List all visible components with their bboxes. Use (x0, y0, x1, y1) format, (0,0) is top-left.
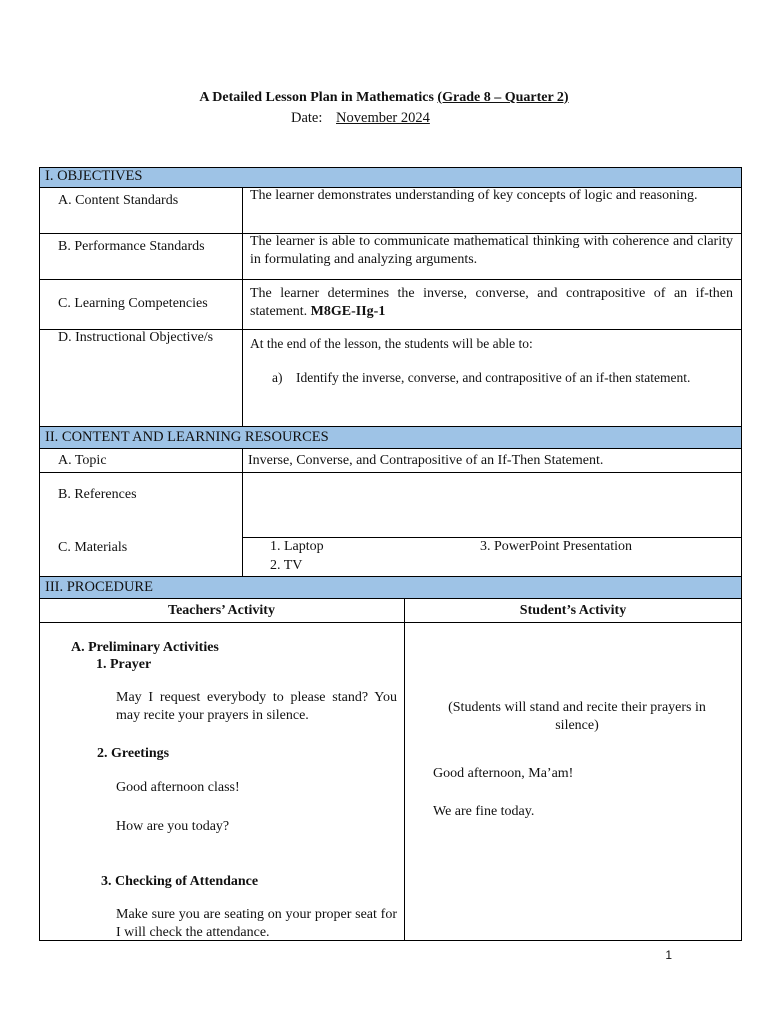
title-main: A Detailed Lesson Plan in Mathematics (199, 90, 434, 105)
lesson-plan-table (39, 167, 742, 941)
instructional-item-marker: a) (272, 370, 283, 385)
greeting-line-2: How are you today? (116, 819, 230, 834)
content-standards-text: The learner demonstrates understanding of key concepts of logic and reasoning. (250, 188, 698, 203)
content-heading: II. CONTENT AND LEARNING RESOURCES (40, 426, 741, 449)
references-label: B. References (58, 487, 137, 502)
competencies-cell (250, 285, 733, 321)
attendance-heading: 3. Checking of Attendance (101, 874, 259, 889)
content-standards-label: A. Content Standards (58, 193, 179, 208)
instructional-label: D. Instructional Objective/s (58, 330, 214, 345)
title-grade: (Grade 8 – Quarter 2) (437, 90, 569, 105)
student-column-header: Student’s Activity (519, 603, 627, 618)
objectives-heading: I. OBJECTIVES (40, 167, 741, 188)
greeting-line-1: Good afternoon class! (116, 780, 240, 795)
material-item: 1. Laptop (270, 539, 324, 554)
topic-label: A. Topic (58, 453, 107, 468)
student-prayer-response: (Students will stand and recite their prayers in silence) (448, 700, 706, 733)
date-value: November 2024 (336, 110, 430, 126)
page-number: 1 (665, 948, 672, 962)
date-line (291, 110, 430, 127)
competencies-label: C. Learning Competencies (58, 296, 208, 311)
topic-text: Inverse, Converse, and Contrapositive of an If-Then Statement. (248, 453, 604, 468)
instructional-item-text: Identify the inverse, converse, and contrapositive of an if-then statement. (296, 370, 691, 385)
teacher-column-header: Teachers’ Activity (168, 603, 275, 618)
material-item: 3. PowerPoint Presentation (480, 539, 633, 554)
competencies-text: The learner determines the inverse, converse, and contrapositive of an if-then statement. (250, 286, 733, 319)
prayer-text: May I request everybody to please stand? You may recite your prayers in silence. (116, 690, 397, 723)
performance-standards-label: B. Performance Standards (58, 239, 205, 254)
student-greeting-response: Good afternoon, Ma’am! (433, 766, 574, 781)
greetings-heading: 2. Greetings (97, 746, 170, 761)
date-label: Date: (291, 110, 323, 126)
procedure-heading: III. PROCEDURE (40, 576, 741, 599)
attendance-text: Make sure you are seating on your proper seat for I will check the attendance. (116, 907, 397, 940)
prayer-heading: 1. Prayer (96, 657, 152, 672)
competencies-code: M8GE-IIg-1 (310, 304, 386, 319)
material-item: 2. TV (270, 558, 303, 573)
instructional-intro: At the end of the lesson, the students will be able to: (250, 336, 533, 351)
materials-label: C. Materials (58, 540, 128, 555)
performance-standards-text: The learner is able to communicate mathematical thinking with coherence and clarity in formulating and analyzing arguments. (250, 234, 733, 267)
document-title (0, 90, 768, 106)
preliminary-heading: A. Preliminary Activities (71, 640, 219, 655)
student-fine-response: We are fine today. (433, 804, 535, 819)
